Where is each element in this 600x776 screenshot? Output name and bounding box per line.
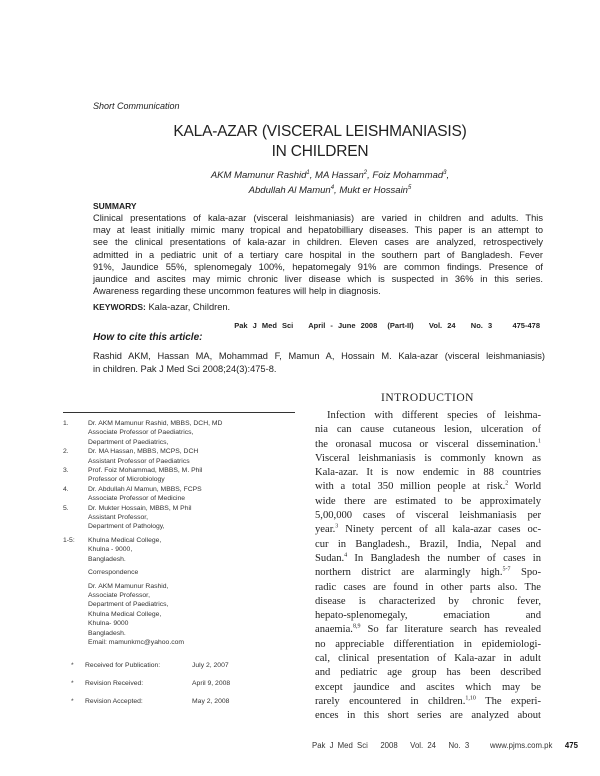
citation-line: Pak J Med Sci April - June 2008 (Part-II) Vol. 24 No. 3 475-478 bbox=[234, 321, 540, 330]
body-line: radic cases are found in other parts also. The bbox=[315, 581, 541, 593]
author-line: AKM Mamunur Rashid$^1$, MA Hassan$^2$, Foiz Mohammad$^3$, bbox=[210, 169, 450, 181]
citation-superscript: 5-7 bbox=[502, 566, 511, 573]
affiliation-line: Associate Professor of Medicine bbox=[88, 495, 186, 503]
affiliation-line: Prof. Foiz Mohammad, MBBS, M. Phil bbox=[88, 467, 203, 475]
date-value: July 2, 2007 bbox=[192, 662, 229, 669]
author-affiliation-mark: 2 bbox=[363, 169, 368, 176]
affiliation-line: Associate Professor of Paediatrics, bbox=[88, 429, 194, 437]
date-value: April 9, 2008 bbox=[192, 680, 231, 687]
summary-line: Clinical presentations of kala-azar (visceral leishmaniasis) are varied in children and adults. This bbox=[93, 213, 543, 223]
affiliation-line: Professor of Microbiology bbox=[88, 476, 165, 484]
affiliation-number: 3. bbox=[63, 467, 69, 475]
citation-superscript: 1,10 bbox=[465, 695, 476, 702]
author-affiliation-mark: 5 bbox=[407, 184, 412, 191]
body-line: wide there are estimated to be approximately bbox=[315, 495, 541, 507]
affiliation-item bbox=[63, 536, 303, 564]
page-footer bbox=[312, 741, 578, 750]
body-line: Infection with different species of leishma- bbox=[327, 410, 541, 421]
author-name: Abdullah Al Mamun bbox=[248, 185, 331, 196]
affiliation-item bbox=[63, 419, 303, 447]
footnote-divider bbox=[63, 412, 295, 413]
body-line: 5,00,000 cases of visceral leishmaniasis per bbox=[315, 510, 541, 522]
author-affiliation-mark: 3 bbox=[443, 169, 447, 176]
body-line: cur in Bangladesh., Brazil, India, Nepal and bbox=[315, 538, 541, 550]
author-line: Abdullah Al Mamun$^4$, Mukt er Hossain$^5$ bbox=[248, 184, 412, 196]
author-affiliation-mark: 4 bbox=[330, 184, 335, 191]
keywords bbox=[93, 302, 230, 312]
affiliation-line: Department of Pathology, bbox=[88, 523, 165, 531]
affiliation-item bbox=[63, 504, 303, 532]
body-line: rarely encountered in children.$^{1,10}$ The experi- bbox=[315, 695, 541, 707]
author-name: AKM Mamunur Rashid bbox=[210, 170, 307, 181]
affiliation-details bbox=[88, 536, 161, 564]
date-label: Revision Received: bbox=[85, 680, 144, 687]
date-row bbox=[63, 680, 230, 698]
affiliation-details bbox=[88, 419, 222, 447]
affiliation-item bbox=[63, 485, 303, 504]
affiliation-number: 1. bbox=[63, 420, 69, 427]
summary-text bbox=[93, 212, 543, 297]
citation-superscript: 2 bbox=[505, 480, 509, 487]
date-value: May 2, 2008 bbox=[192, 698, 230, 705]
how-to-cite-text bbox=[93, 350, 545, 376]
correspondence-line: Email: mamunkmc@yahoo.com bbox=[88, 638, 185, 646]
citation-superscript: 4 bbox=[344, 552, 348, 559]
body-line: no appreciable differentiation in epidemiologi- bbox=[315, 638, 541, 650]
author-affiliation-mark: 1 bbox=[306, 169, 310, 176]
summary-line: 91%, Jaundice 55%, splenomegaly 100%, hepatomegaly 91% are common findings. Presence of bbox=[93, 261, 543, 272]
summary-heading: SUMMARY bbox=[93, 201, 137, 211]
citation-superscript: 8,9 bbox=[352, 623, 361, 630]
affiliation-line: Dr. MA Hassan, MBBS, MCPS, DCH bbox=[88, 448, 199, 456]
affiliations bbox=[63, 419, 303, 647]
citation-text-line: in children. Pak J Med Sci 2008;24(3):475-8. bbox=[93, 364, 277, 374]
citation-superscript: 1 bbox=[538, 438, 541, 445]
keywords-label: KEYWORDS: bbox=[93, 302, 146, 312]
affiliation-line: Bangladesh. bbox=[88, 555, 126, 563]
body-line: anaemia.$^{8,9}$ So far literature search has revealed bbox=[315, 623, 541, 636]
introduction-text bbox=[315, 409, 541, 724]
summary-line: jaundice and ascites may mimic chronic liver disease which is suspected in 36% in this series. bbox=[93, 274, 543, 285]
correspondence-details bbox=[88, 568, 184, 647]
affiliation-details bbox=[88, 485, 202, 504]
how-to-cite-heading: How to cite this article: bbox=[93, 332, 203, 343]
spacer bbox=[63, 568, 88, 647]
summary-line: see the clinical presentations of kala-azar in children. Eleven cases are analyzed, retrospectively bbox=[93, 237, 543, 248]
date-label: Revision Accepted: bbox=[85, 698, 143, 705]
summary-line: admitted in a pediatric unit of a tertiary care hospital in the southern part of Bangladesh. Fever bbox=[93, 249, 543, 260]
affiliation-item bbox=[63, 466, 303, 485]
introduction-heading: INTRODUCTION bbox=[381, 392, 474, 404]
citation-superscript: 3 bbox=[335, 523, 339, 530]
affiliation-line: Khulna Medical College, bbox=[88, 536, 162, 544]
body-line: disease is characterized by chronic fever, bbox=[315, 595, 541, 607]
affiliation-line: Department of Paediatrics, bbox=[88, 438, 169, 446]
correspondence-line: Dr. AKM Mamunur Rashid, bbox=[88, 582, 169, 590]
affiliation-line: Dr. Mukter Hossain, MBBS, M Phil bbox=[88, 504, 192, 512]
body-line: year.$^3$ Ninety percent of all kala-azar cases oc- bbox=[315, 523, 541, 536]
citation-text-line: Rashid AKM, Hassan MA, Mohammad F, Mamun A, Hossain M. Kala-azar (visceral leishmaniasis) bbox=[93, 351, 545, 361]
footer-url: www.pjms.com.pk bbox=[490, 741, 553, 750]
body-line: Kala-azar. It is now endemic in 88 countries bbox=[315, 467, 541, 479]
title-line: KALA-AZAR (VISCERAL LEISHMANIASIS) bbox=[173, 123, 467, 140]
correspondence-line: Associate Professor, bbox=[88, 591, 150, 599]
bullet: * bbox=[71, 662, 74, 669]
affiliation-number: 5. bbox=[63, 504, 69, 512]
body-line: cal, clinical presentation of Kala-azar in adult bbox=[315, 653, 541, 665]
affiliation-details bbox=[88, 447, 198, 466]
body-line: northern district are alarmingly high.$^{5-7}$ Spo- bbox=[315, 566, 541, 579]
article-title bbox=[93, 122, 547, 162]
body-line: and pediatric age group has been described bbox=[315, 667, 541, 679]
author-name: Foiz Mohammad bbox=[372, 170, 444, 181]
summary-line: may at least initially mimic many tropical and hepatobilliary diseases. This paper is an attempt to bbox=[93, 225, 543, 236]
affiliation-number: 1-5: bbox=[63, 536, 75, 544]
affiliation-number: 4. bbox=[63, 485, 69, 493]
affiliation-item bbox=[63, 447, 303, 466]
affiliation-line: Assistant Professor, bbox=[88, 514, 149, 522]
date-row bbox=[63, 662, 230, 680]
body-line: nia can cause cutaneous lesion, ulceration of bbox=[315, 424, 541, 436]
keywords-value: Kala-azar, Children. bbox=[148, 302, 231, 312]
correspondence-line: Bangladesh. bbox=[88, 629, 126, 637]
affiliation-line: Dr. Abdullah Al Mamun, MBBS, FCPS bbox=[88, 485, 202, 493]
affiliation-number: 2. bbox=[63, 448, 69, 456]
author-name: MA Hassan bbox=[315, 170, 364, 181]
footer-journal: Pak J Med Sci 2008 Vol. 24 No. 3 bbox=[312, 741, 470, 750]
article-type: Short Communication bbox=[93, 101, 180, 111]
bullet: * bbox=[71, 680, 74, 687]
correspondence-line: Department of Paediatrics, bbox=[88, 601, 169, 609]
body-line: Visceral leishmaniasis is commonly known as bbox=[315, 452, 541, 464]
body-line: Sudan.$^4$ In Bangladesh the number of cases in bbox=[315, 552, 541, 564]
affiliation-line: Khulna - 9000, bbox=[88, 546, 133, 554]
body-line: the oronasal mucosa or visceral dissemination.$^1$ bbox=[315, 438, 541, 450]
affiliation-line: Dr. AKM Mamunur Rashid, MBBS, DCH, MD bbox=[88, 420, 223, 427]
authors bbox=[93, 168, 547, 198]
correspondence-line: Khulna Medical College, bbox=[88, 610, 162, 618]
affiliation-details bbox=[88, 466, 202, 485]
title-line: IN CHILDREN bbox=[271, 143, 369, 160]
summary-line: Awareness regarding these uncommon features will help in diagnosis. bbox=[93, 286, 381, 297]
bullet: * bbox=[71, 698, 74, 705]
correspondence-heading: Correspondence bbox=[88, 569, 139, 577]
body-line: except jaundice and ascites which may be bbox=[315, 681, 541, 693]
author-name: Mukt er Hossain bbox=[339, 185, 408, 196]
affiliation-line: Assistant Professor of Paediatrics bbox=[88, 457, 190, 465]
correspondence bbox=[63, 568, 303, 647]
date-label: Received for Publication: bbox=[85, 662, 161, 669]
body-line: ences in this short series are analyzed about bbox=[315, 710, 541, 722]
date-row bbox=[63, 698, 230, 716]
correspondence-line: Khulna- 9000 bbox=[88, 620, 129, 628]
body-line: hepato-splenomegaly, emaciation and bbox=[315, 610, 541, 622]
publication-dates bbox=[63, 662, 230, 716]
page-number: 475 bbox=[564, 741, 578, 750]
affiliation-details bbox=[88, 504, 192, 532]
body-line: with a total 350 million people at risk.$^2$ World bbox=[315, 480, 541, 493]
